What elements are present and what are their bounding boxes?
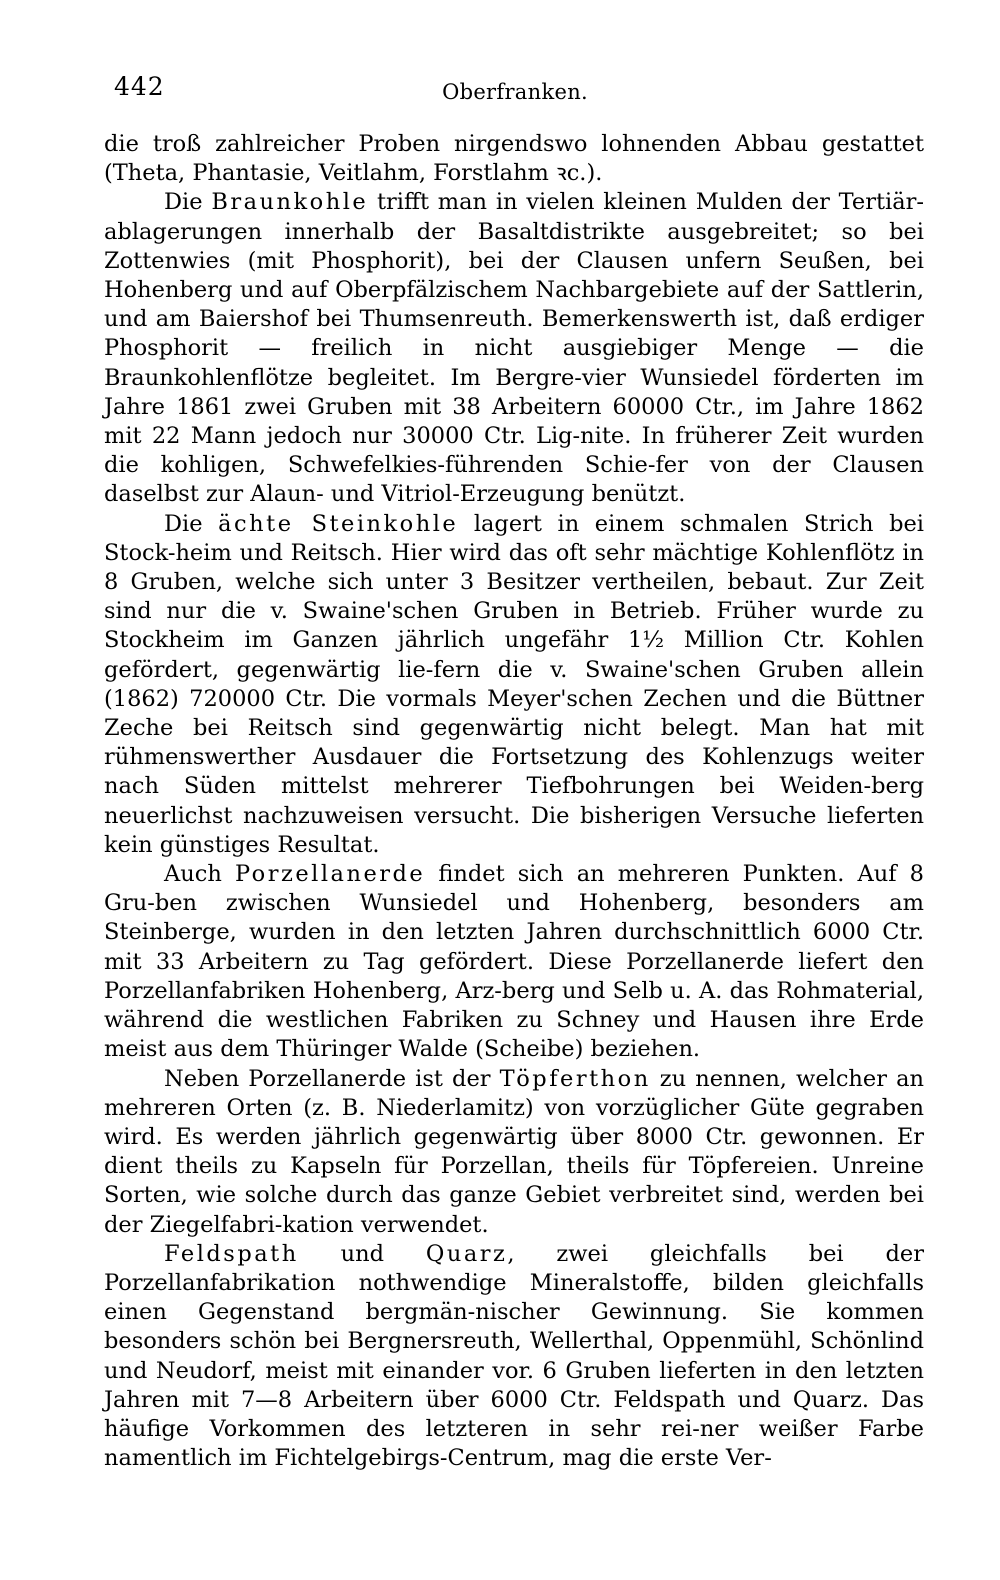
paragraph-text: trifft man in vielen kleinen Mulden der Tertiär-ablagerungen innerhalb der Basaltdistrikte ausgebreitet; so bei Zottenwies (mit Phosphorit), bei der Clausen unfern Seußen, bei Hohenberg und auf Oberpfälzischem Nachbargebiete auf der Sattlerin, und am Baiershof bei Thumsenreuth. Bemerkenswerth ist, daß erdiger Phosphorit — freilich in nicht ausgiebiger Menge — die Braunkohlenflötze begleitet. Im Bergre-vier Wunsiedel förderten im Jahre 1861 zwei Gruben mit 38 Arbeitern 60000 Ctr., im Jahre 1862 mit 22 Mann jedoch nur 30000 Ctr. Lig-nite. In früherer Zeit wurden die kohligen, Schwefelkies-führenden Schie-fer von der Clausen daselbst zur Alaun- und Vitriol-Erzeugung benützt. xyxy=(104,189,925,508)
paragraph xyxy=(104,1065,924,1240)
paragraph-text: zu nennen, welcher an mehreren Orten (z. B. Niederlamitz) von vorzüglicher Güte gegraben wird. Es werden jährlich gegenwärtig über 8000 Ctr. gewonnen. Er dient theils zu Kapseln für Porzellan, theils für Töpfereien. Unreine Sorten, wie solche durch das ganze Gebiet verbreitet sind, werden bei der Ziegelfabri-kation verwendet. xyxy=(104,1065,924,1238)
paragraph xyxy=(104,860,924,1064)
paragraph-text: die troß zahlreicher Proben nirgendswo lohnenden Abbau gestattet (Theta, Phantasie, Veitlahm, Forstlahm ꝛc.). xyxy=(104,131,924,187)
emphasized-term: ächte Steinkohle xyxy=(218,510,459,537)
paragraph-text: Neben Porzellanerde ist der xyxy=(164,1065,500,1092)
paragraph-text: Auch xyxy=(164,861,235,888)
emphasized-term: Braunkohle xyxy=(211,189,369,216)
paragraph-text: und xyxy=(298,1240,426,1267)
paragraph-text: lagert in einem schmalen Strich bei Stock-heim und Reitsch. Hier wird das oft sehr mächtige Kohlenflötz in 8 Gruben, welche sich unter 3 Besitzer vertheilen, bebaut. Zur Zeit sind nur die v. Swaine'schen Gruben in Betrieb. Früher wurde zu Stockheim im Ganzen jährlich ungefähr 1½ Million Ctr. Kohlen gefördert, gegenwärtig lie-fern die v. Swaine'schen Gruben allein (1862) 720000 Ctr. Die vormals Meyer'schen Zechen und die Büttner Zeche bei Reitsch sind gegenwärtig nicht belegt. Man hat mit rühmenswerther Ausdauer die Fortsetzung des Kohlenzugs weiter nach Süden mittelst mehrerer Tiefbohrungen bei Weiden-berg neuerlichst nachzuweisen versucht. Die bisherigen Versuche lieferten kein günstiges Resultat. xyxy=(104,510,924,858)
paragraph xyxy=(104,188,924,509)
paragraph xyxy=(104,510,924,860)
emphasized-term: Töpferthon xyxy=(499,1065,651,1092)
body-text xyxy=(104,130,924,1473)
paragraph-text: Die xyxy=(164,189,212,216)
paragraph-text: , zwei gleichfalls bei der Porzellanfabrikation nothwendige Mineralstoffe, bilden gleichfalls einen Gegenstand bergmän-nischer Gewinnung. Sie kommen besonders schön bei Bergnersreuth, Wellerthal, Oppenmühl, Schönlind und Neudorf, meist mit einander vor. 6 Gruben lieferten in den letzten Jahren mit 7—8 Arbeitern über 6000 Ctr. Feldspath und Quarz. Das häufige Vorkommen des letzteren in sehr rei-ner weißer Farbe namentlich im Fichtelgebirgs-Centrum, mag die erste Ver- xyxy=(104,1240,924,1472)
paragraph xyxy=(104,1240,924,1474)
paragraph xyxy=(104,130,924,188)
page-number: 442 xyxy=(114,72,165,101)
running-title: Oberfranken. xyxy=(442,80,588,104)
emphasized-term: Porzellanerde xyxy=(234,861,426,888)
paragraph-text: findet sich an mehreren Punkten. Auf 8 Gru-ben zwischen Wunsiedel und Hohenberg, besonders am Steinberge, wurden in den letzten Jahren durchschnittlich 6000 Ctr. mit 33 Arbeitern zu Tag gefördert. Diese Porzellanerde liefert den Porzellanfabriken Hohenberg, Arz-berg und Selb u. A. das Rohmaterial, während die westlichen Fabriken zu Schney und Hausen ihre Erde meist aus dem Thüringer Walde (Scheibe) beziehen. xyxy=(104,861,924,1063)
emphasized-term: Quarz xyxy=(425,1240,508,1267)
page-header xyxy=(104,72,588,112)
emphasized-term: Feldspath xyxy=(164,1240,299,1267)
paragraph-text: Die xyxy=(164,510,219,537)
